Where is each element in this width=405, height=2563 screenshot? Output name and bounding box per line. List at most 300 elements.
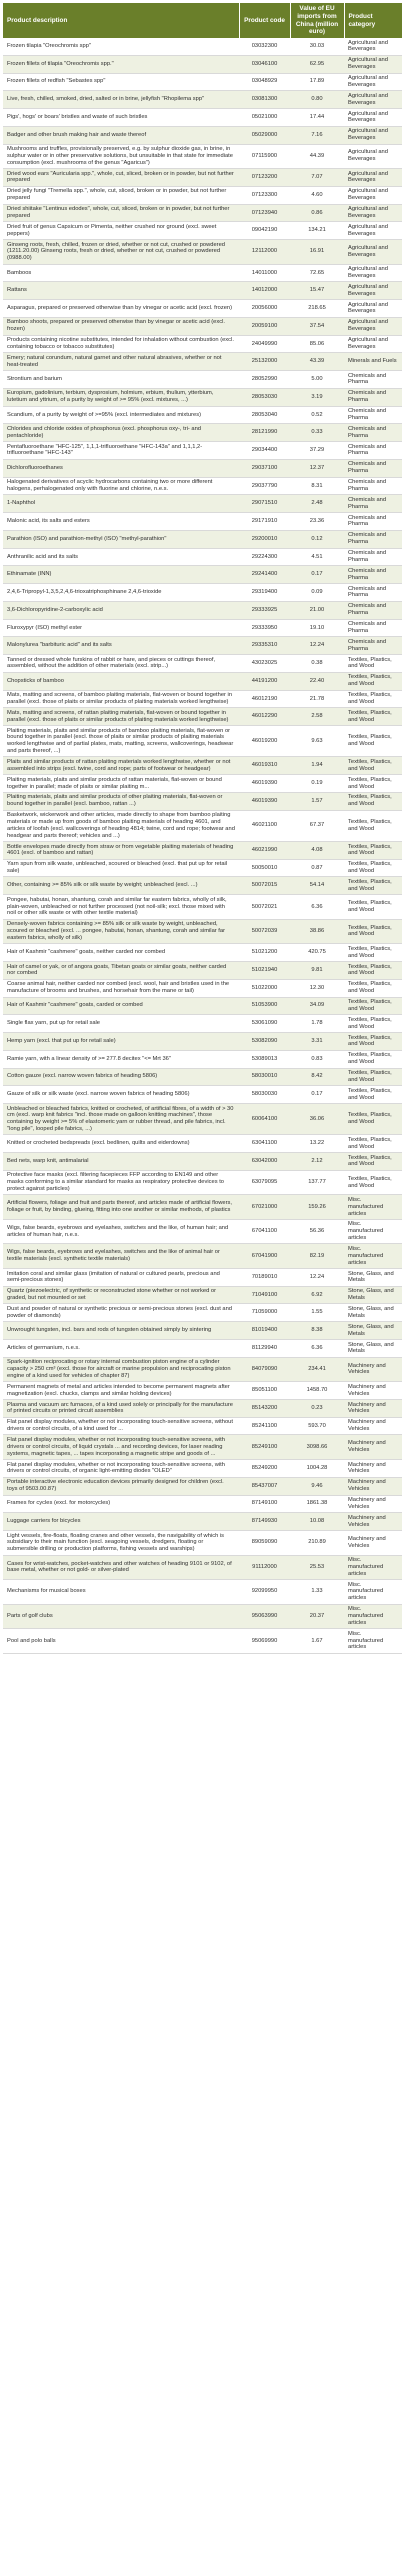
product-code: 51053900 [239, 997, 290, 1015]
table-row [3, 1629, 402, 1654]
product-description: Hair of Kashmir "cashmere" goats, neither carded nor combed [3, 944, 239, 962]
product-category: Textiles, Plastics, and Wood [344, 708, 402, 726]
product-category: Misc. manufactured articles [344, 1244, 402, 1269]
header-product-description: Product description [3, 3, 239, 38]
table-row [3, 944, 402, 962]
product-code: 91112000 [239, 1555, 290, 1580]
import-value: 8.31 [290, 477, 344, 495]
table-row [3, 1604, 402, 1629]
product-category: Textiles, Plastics, and Wood [344, 726, 402, 757]
import-value: 0.83 [290, 1050, 344, 1068]
product-code: 25132000 [239, 353, 290, 371]
product-category: Textiles, Plastics, and Wood [344, 895, 402, 920]
product-description: Mats, matting and screens, of rattan plaiting materials, flat-woven or bound together in parallel (excl. those of plaits or similar products of plaiting materials worked lengthwise) [3, 708, 239, 726]
import-value: 10.08 [290, 1513, 344, 1531]
table-row [3, 1382, 402, 1400]
product-description: Bottle envelopes made directly from straw or from vegetable plaiting materials of heading 4601 (excl. of bamboo and rattan) [3, 841, 239, 859]
product-description: Bed nets, warp knit, antimalarial [3, 1153, 239, 1171]
table-row [3, 1304, 402, 1322]
table-row [3, 126, 402, 144]
import-value: 22.40 [290, 672, 344, 690]
import-value: 0.33 [290, 424, 344, 442]
product-category: Agricultural and Beverages [344, 204, 402, 222]
product-description: Luggage carriers for bicycles [3, 1513, 239, 1531]
product-category: Machinery and Vehicles [344, 1417, 402, 1435]
product-code: 29071510 [239, 495, 290, 513]
product-category: Textiles, Plastics, and Wood [344, 1033, 402, 1051]
product-code: 28053040 [239, 406, 290, 424]
table-row [3, 513, 402, 531]
table-row [3, 1417, 402, 1435]
product-description: Mechanisms for musical boxes [3, 1580, 239, 1605]
table-row [3, 1068, 402, 1086]
product-category: Chemicals and Pharma [344, 584, 402, 602]
import-value: 6.92 [290, 1286, 344, 1304]
product-code: 44191200 [239, 672, 290, 690]
table-row [3, 1268, 402, 1286]
import-value: 67.37 [290, 810, 344, 841]
table-row [3, 38, 402, 55]
table-row [3, 690, 402, 708]
product-description: Plasma and vacuum arc furnaces, of a kind used solely or principally for the manufacture of printed circuits or printed circuit assemblies [3, 1399, 239, 1417]
product-description: Bamboo shoots, prepared or preserved otherwise than by vinegar or acetic acid (excl. frozen) [3, 317, 239, 335]
product-category: Agricultural and Beverages [344, 55, 402, 73]
product-code: 29335310 [239, 637, 290, 655]
product-code: 58030030 [239, 1086, 290, 1104]
product-category: Agricultural and Beverages [344, 300, 402, 318]
table-row [3, 584, 402, 602]
product-category: Chemicals and Pharma [344, 566, 402, 584]
product-code: 70189010 [239, 1268, 290, 1286]
product-code: 51022000 [239, 979, 290, 997]
table-row [3, 655, 402, 673]
product-category: Textiles, Plastics, and Wood [344, 1153, 402, 1171]
product-description: Products containing nicotine substitutes, intended for inhalation without combustion (excl. containing tobacco or tobacco substitutes) [3, 335, 239, 353]
import-value: 72.65 [290, 264, 344, 282]
product-code: 46019390 [239, 792, 290, 810]
import-value: 12.37 [290, 459, 344, 477]
table-row [3, 566, 402, 584]
import-value: 4.60 [290, 186, 344, 204]
import-value: 1861.38 [290, 1495, 344, 1513]
product-code: 63041100 [239, 1135, 290, 1153]
product-category: Misc. manufactured articles [344, 1580, 402, 1605]
import-value: 1.33 [290, 1580, 344, 1605]
product-category: Machinery and Vehicles [344, 1513, 402, 1531]
product-description: Chopsticks of bamboo [3, 672, 239, 690]
product-code: 85143200 [239, 1399, 290, 1417]
table-row [3, 1399, 402, 1417]
product-description: Hemp yarn (excl. that put up for retail sale) [3, 1033, 239, 1051]
import-value: 593.70 [290, 1417, 344, 1435]
import-value: 2.48 [290, 495, 344, 513]
table-row [3, 300, 402, 318]
import-value: 12.30 [290, 979, 344, 997]
table-row [3, 726, 402, 757]
import-value: 13.22 [290, 1135, 344, 1153]
product-code: 85249200 [239, 1460, 290, 1478]
product-category: Machinery and Vehicles [344, 1460, 402, 1478]
import-value: 37.29 [290, 442, 344, 460]
product-description: Plaiting materials, plaits and similar products of rattan materials, flat-woven or bound together in parallel; made of plaits or similar plaiting m... [3, 775, 239, 793]
product-description: Ginseng roots, fresh, chilled, frozen or dried, whether or not cut, crushed or powdered (1211.20.00) Ginseng roots, fresh or dried, whether or not cut, crushed or powdered (0988.00) [3, 240, 239, 265]
product-code: 85051100 [239, 1382, 290, 1400]
product-code: 29224300 [239, 548, 290, 566]
import-value: 8.38 [290, 1322, 344, 1340]
import-value: 0.19 [290, 775, 344, 793]
product-description: Light vessels, fire-floats, floating cranes and other vessels, the navigability of which is subsidiary to their main function (excl. seagoing vessels, dredgers, floating or submersible drilling or production platforms, fishing vessels and warships) [3, 1531, 239, 1556]
product-code: 46019200 [239, 726, 290, 757]
product-code: 53082090 [239, 1033, 290, 1051]
product-description: Single flax yarn, put up for retail sale [3, 1015, 239, 1033]
import-value: 2.58 [290, 708, 344, 726]
table-row [3, 601, 402, 619]
product-code: 14012000 [239, 282, 290, 300]
product-category: Agricultural and Beverages [344, 91, 402, 109]
product-description: Pigs', hogs' or boars' bristles and waste of such bristles [3, 109, 239, 127]
product-code: 20056000 [239, 300, 290, 318]
product-category: Textiles, Plastics, and Wood [344, 1104, 402, 1135]
product-code: 29037790 [239, 477, 290, 495]
product-category: Chemicals and Pharma [344, 406, 402, 424]
product-code: 85241100 [239, 1417, 290, 1435]
product-category: Textiles, Plastics, and Wood [344, 859, 402, 877]
product-description: Dried fruit of genus Capsicum or Pimenta, neither crushed nor ground (excl. sweet peppers) [3, 222, 239, 240]
product-category: Textiles, Plastics, and Wood [344, 877, 402, 895]
table-row [3, 1339, 402, 1357]
table-row [3, 859, 402, 877]
product-code: 46012190 [239, 690, 290, 708]
product-description: Live, fresh, chilled, smoked, dried, salted or in brine, jellyfish "Rhopilema spp" [3, 91, 239, 109]
table-row [3, 895, 402, 920]
product-code: 03046100 [239, 55, 290, 73]
product-code: 50050010 [239, 859, 290, 877]
product-category: Chemicals and Pharma [344, 442, 402, 460]
product-description: Knitted or crocheted bedspreads (excl. bedlinen, quilts and eiderdowns) [3, 1135, 239, 1153]
product-category: Textiles, Plastics, and Wood [344, 775, 402, 793]
product-category: Textiles, Plastics, and Wood [344, 672, 402, 690]
import-value: 420.75 [290, 944, 344, 962]
product-code: 12112000 [239, 240, 290, 265]
table-row [3, 1357, 402, 1382]
product-code: 95063990 [239, 1604, 290, 1629]
header-product-category: Product category [344, 3, 402, 38]
product-description: Dust and powder of natural or synthetic precious or semi-precious stones (excl. dust and powder of diamonds) [3, 1304, 239, 1322]
table-row [3, 1104, 402, 1135]
product-category: Stone, Glass, and Metals [344, 1304, 402, 1322]
product-code: 14011000 [239, 264, 290, 282]
table-row [3, 979, 402, 997]
product-code: 85437007 [239, 1477, 290, 1495]
import-value: 1004.28 [290, 1460, 344, 1478]
product-description: Frozen fillets of redfish "Sebastes spp" [3, 73, 239, 91]
product-category: Stone, Glass, and Metals [344, 1268, 402, 1286]
table-row [3, 477, 402, 495]
table-row [3, 406, 402, 424]
header-import-value: Value of EU imports from China (million euro) [290, 3, 344, 38]
import-value: 1.55 [290, 1304, 344, 1322]
product-description: Densely-woven fabrics containing >= 85% silk or silk waste by weight, unbleached, scoured or bleached (excl. ... pongee, habutai, honan, shantung, corah and similar far eastern fabrics, wholly of silk) [3, 919, 239, 944]
table-row [3, 264, 402, 282]
product-description: Plaiting materials, plaits and similar products of other plaiting materials, flat-woven or bound together in parallel (excl. bamboo, rattan ...) [3, 792, 239, 810]
product-description: Basketwork, wickerwork and other articles, made directly to shape from bamboo plaiting materials or made up from goods of bamboo plaiting materials of heading 4601, and articles of loofah (excl. wallcoverings of heading 4814; twine, cord and rope; footwear and headgear and parts thereof; vehicles and ...) [3, 810, 239, 841]
product-category: Chemicals and Pharma [344, 548, 402, 566]
import-value: 0.38 [290, 655, 344, 673]
table-row [3, 282, 402, 300]
product-description: Halogenated derivatives of acyclic hydrocarbons containing two or more different halogens, perhalogenated only with fluorine and chlorine, n.e.s. [3, 477, 239, 495]
product-category: Machinery and Vehicles [344, 1477, 402, 1495]
product-category: Textiles, Plastics, and Wood [344, 1135, 402, 1153]
table-row [3, 442, 402, 460]
table-row [3, 222, 402, 240]
import-value: 210.89 [290, 1531, 344, 1556]
product-category: Chemicals and Pharma [344, 619, 402, 637]
product-description: Quartz (piezoelectric, of synthetic or reconstructed stone whether or not worked or graded, but not mounted or set [3, 1286, 239, 1304]
import-value: 43.39 [290, 353, 344, 371]
product-code: 07115900 [239, 144, 290, 169]
header-product-code: Product code [239, 3, 290, 38]
product-description: Asparagus, prepared or preserved otherwise than by vinegar or acetic acid (excl. frozen) [3, 300, 239, 318]
product-description: Bamboos [3, 264, 239, 282]
product-code: 63079095 [239, 1170, 290, 1195]
import-value: 25.53 [290, 1555, 344, 1580]
product-category: Machinery and Vehicles [344, 1531, 402, 1556]
product-category: Agricultural and Beverages [344, 169, 402, 187]
product-description: Dichlorofluoroethanes [3, 459, 239, 477]
import-value: 0.52 [290, 406, 344, 424]
table-row [3, 1170, 402, 1195]
product-code: 20059100 [239, 317, 290, 335]
import-value: 218.65 [290, 300, 344, 318]
import-value: 17.44 [290, 109, 344, 127]
product-code: 71059000 [239, 1304, 290, 1322]
import-value: 62.95 [290, 55, 344, 73]
table-row [3, 424, 402, 442]
product-description: Spark-ignition reciprocating or rotary internal combustion piston engine of a cylinder capacity > 250 cm³ (excl. those for aircraft or marine propulsion and reciprocating piston engine of a kind used for vehicles of chapter 87) [3, 1357, 239, 1382]
import-value: 3.31 [290, 1033, 344, 1051]
table-row [3, 204, 402, 222]
import-value: 0.80 [290, 91, 344, 109]
table-row [3, 1153, 402, 1171]
product-category: Minerals and Fuels [344, 353, 402, 371]
product-category: Agricultural and Beverages [344, 38, 402, 55]
product-category: Misc. manufactured articles [344, 1195, 402, 1220]
product-category: Chemicals and Pharma [344, 371, 402, 389]
table-row [3, 1244, 402, 1269]
product-category: Agricultural and Beverages [344, 109, 402, 127]
product-description: 3,6-Dichloropyridine-2-carboxylic acid [3, 601, 239, 619]
product-description: Frozen fillets of tilapia "Oreochromis spp." [3, 55, 239, 73]
import-value: 36.06 [290, 1104, 344, 1135]
import-value: 1.57 [290, 792, 344, 810]
table-row [3, 1015, 402, 1033]
table-row [3, 388, 402, 406]
product-description: Malonylurea "barbituric acid" and its salts [3, 637, 239, 655]
import-value: 3098.66 [290, 1435, 344, 1460]
product-category: Stone, Glass, and Metals [344, 1339, 402, 1357]
product-description: Permanent magnets of metal and articles intended to become permanent magnets after magnetization (excl. chucks, clamps and similar holding devices) [3, 1382, 239, 1400]
product-description: Dried shiitake "Lentinus edodes", whole, cut, sliced, broken or in powder, but not further prepared [3, 204, 239, 222]
import-value: 56.36 [290, 1219, 344, 1244]
import-value: 0.87 [290, 859, 344, 877]
import-value: 82.19 [290, 1244, 344, 1269]
product-category: Machinery and Vehicles [344, 1399, 402, 1417]
product-description: Coarse animal hair, neither carded nor combed (excl. wool, hair and bristles used in the manufacture of brooms and brushes, and horsehair from the mane or tail) [3, 979, 239, 997]
product-category: Textiles, Plastics, and Wood [344, 655, 402, 673]
product-code: 46021100 [239, 810, 290, 841]
import-value: 6.36 [290, 1339, 344, 1357]
table-row [3, 144, 402, 169]
import-value: 12.24 [290, 1268, 344, 1286]
product-category: Machinery and Vehicles [344, 1357, 402, 1382]
product-description: Tanned or dressed whole furskins of rabbit or hare, and pieces or cuttings thereof, assembled, without the addition of other materials (excl. strip...) [3, 655, 239, 673]
product-code: 05021000 [239, 109, 290, 127]
product-description: Wigs, false beards, eyebrows and eyelashes, switches and the like of animal hair or textile materials (excl. synthetic textile materials) [3, 1244, 239, 1269]
table-row [3, 962, 402, 980]
product-description: Unbleached or bleached fabrics, knitted or crocheted, of artificial fibres, of a width of > 30 cm (excl. warp knit fabrics "incl. those made on galloon knitting machines", those containing by weight >= 5% of elastomeric yarn or rubber thread, and pile fabrics, incl. "long pile", looped pile fabrics, ...) [3, 1104, 239, 1135]
table-row [3, 877, 402, 895]
product-code: 51021940 [239, 962, 290, 980]
table-row [3, 530, 402, 548]
import-value: 44.39 [290, 144, 344, 169]
import-value: 34.09 [290, 997, 344, 1015]
table-row [3, 757, 402, 775]
table-row [3, 1580, 402, 1605]
product-description: Protective face masks (excl. filtering facepieces FFP according to EN149 and other masks conforming to a similar standard for masks as respiratory protective devices to protect against particles) [3, 1170, 239, 1195]
product-category: Textiles, Plastics, and Wood [344, 919, 402, 944]
product-code: 71049100 [239, 1286, 290, 1304]
product-category: Textiles, Plastics, and Wood [344, 944, 402, 962]
import-value: 2.12 [290, 1153, 344, 1171]
product-code: 46012290 [239, 708, 290, 726]
import-value: 0.17 [290, 566, 344, 584]
product-description: Other, containing >= 85% silk or silk waste by weight; unbleached (excl. ...) [3, 877, 239, 895]
table-row [3, 810, 402, 841]
product-category: Chemicals and Pharma [344, 477, 402, 495]
product-code: 29333925 [239, 601, 290, 619]
product-code: 28121990 [239, 424, 290, 442]
table-row [3, 240, 402, 265]
product-category: Textiles, Plastics, and Wood [344, 1086, 402, 1104]
product-description: Mushrooms and truffles, provisionally preserved, e.g. by sulphur dioxide gas, in brine, in sulphur water or in other preservative solutions, but unsuitable in that state for immediate consumption (excl. mushrooms of the genus "Agaricus") [3, 144, 239, 169]
import-value: 1458.70 [290, 1382, 344, 1400]
product-code: 03032300 [239, 38, 290, 55]
product-code: 29171910 [239, 513, 290, 531]
import-value: 1.67 [290, 1629, 344, 1654]
product-description: Flat panel display modules, whether or not incorporating touch-sensitive screens, without drivers or control circuits, of a kind used for ... [3, 1417, 239, 1435]
import-value: 4.08 [290, 841, 344, 859]
product-category: Textiles, Plastics, and Wood [344, 1170, 402, 1195]
product-code: 28052990 [239, 371, 290, 389]
product-description: Strontium and barium [3, 371, 239, 389]
product-category: Chemicals and Pharma [344, 513, 402, 531]
page [3, 3, 402, 1654]
table-row [3, 1286, 402, 1304]
product-code: 09042190 [239, 222, 290, 240]
product-description: Articles of germanium, n.e.s. [3, 1339, 239, 1357]
product-description: Frozen tilapia "Oreochromis spp" [3, 38, 239, 55]
import-value: 234.41 [290, 1357, 344, 1382]
import-value: 16.91 [290, 240, 344, 265]
product-code: 29319400 [239, 584, 290, 602]
product-code: 29200010 [239, 530, 290, 548]
product-description: Wigs, false beards, eyebrows and eyelashes, switches and the like, of human hair; and articles of human hair, n.e.s. [3, 1219, 239, 1244]
product-description: Badger and other brush making hair and waste thereof [3, 126, 239, 144]
product-code: 60064100 [239, 1104, 290, 1135]
product-category: Misc. manufactured articles [344, 1604, 402, 1629]
table-row [3, 708, 402, 726]
product-code: 29034400 [239, 442, 290, 460]
table-row [3, 55, 402, 73]
table-row [3, 1322, 402, 1340]
product-code: 28053030 [239, 388, 290, 406]
import-value: 0.17 [290, 1086, 344, 1104]
import-value: 0.86 [290, 204, 344, 222]
import-value: 38.86 [290, 919, 344, 944]
product-code: 67021000 [239, 1195, 290, 1220]
table-row [3, 459, 402, 477]
product-description: Plaiting materials, plaits and similar products of bamboo plaiting materials, flat-woven or bound together in parallel (excl. those of plaits or similar products of plaiting materials worked lengthwise and of partial plates, mats, matting, screens, wallcoverings, headwear and parts thereof, ...) [3, 726, 239, 757]
product-category: Chemicals and Pharma [344, 459, 402, 477]
table-row [3, 73, 402, 91]
product-description: Ramie yarn, with a linear density of >= 277.8 decitex "<= Mrt 36" [3, 1050, 239, 1068]
product-code: 03081300 [239, 91, 290, 109]
table-row [3, 919, 402, 944]
product-description: Flat panel display modules, whether or not incorporating touch-sensitive screens, with drivers or control circuits, of liquid crystals ... and recording devices, for laser reading systems, magnetic tapes, ... tapes incorporating a magnetic stripe and goods of ... [3, 1435, 239, 1460]
product-description: Artificial flowers, foliage and fruit and parts thereof, and articles made of artificial flowers, foliage or fruit, by binding, glueing, fitting into one another or similar methods, of plastics [3, 1195, 239, 1220]
import-value: 7.07 [290, 169, 344, 187]
product-category: Chemicals and Pharma [344, 495, 402, 513]
import-value: 6.36 [290, 895, 344, 920]
import-value: 1.78 [290, 1015, 344, 1033]
import-value: 134.21 [290, 222, 344, 240]
product-category: Machinery and Vehicles [344, 1435, 402, 1460]
product-code: 51021200 [239, 944, 290, 962]
table-row [3, 1460, 402, 1478]
product-code: 05029000 [239, 126, 290, 144]
product-description: Scandium, of a purity by weight of >=95% (excl. intermediates and mixtures) [3, 406, 239, 424]
product-category: Agricultural and Beverages [344, 282, 402, 300]
product-description: Yarn spun from silk waste, unbleached, scoured or bleached (excl. that put up for retail sale) [3, 859, 239, 877]
product-code: 85249100 [239, 1435, 290, 1460]
import-value: 1.94 [290, 757, 344, 775]
product-category: Misc. manufactured articles [344, 1629, 402, 1654]
table-row [3, 317, 402, 335]
product-category: Agricultural and Beverages [344, 144, 402, 169]
table-row [3, 548, 402, 566]
product-description: 2,4,6-Tripropyl-1,3,5,2,4,6-trioxatriphosphinane 2,4,6-trioxide [3, 584, 239, 602]
header-row [3, 3, 402, 38]
table-row [3, 169, 402, 187]
product-category: Misc. manufactured articles [344, 1219, 402, 1244]
product-category: Textiles, Plastics, and Wood [344, 1068, 402, 1086]
product-code: 29241400 [239, 566, 290, 584]
table-row [3, 1531, 402, 1556]
product-code: 46021990 [239, 841, 290, 859]
product-code: 50072015 [239, 877, 290, 895]
product-category: Agricultural and Beverages [344, 186, 402, 204]
product-code: 46019310 [239, 757, 290, 775]
product-code: 84079090 [239, 1357, 290, 1382]
table-row [3, 619, 402, 637]
product-code: 89059090 [239, 1531, 290, 1556]
product-code: 46019390 [239, 775, 290, 793]
product-description: Plaits and similar products of rattan plaiting materials worked lengthwise, whether or not assembled into strips (excl. twine, cord and rope; parts of footwear or headgear) [3, 757, 239, 775]
product-category: Chemicals and Pharma [344, 388, 402, 406]
product-category: Agricultural and Beverages [344, 73, 402, 91]
product-category: Agricultural and Beverages [344, 317, 402, 335]
table-row [3, 109, 402, 127]
